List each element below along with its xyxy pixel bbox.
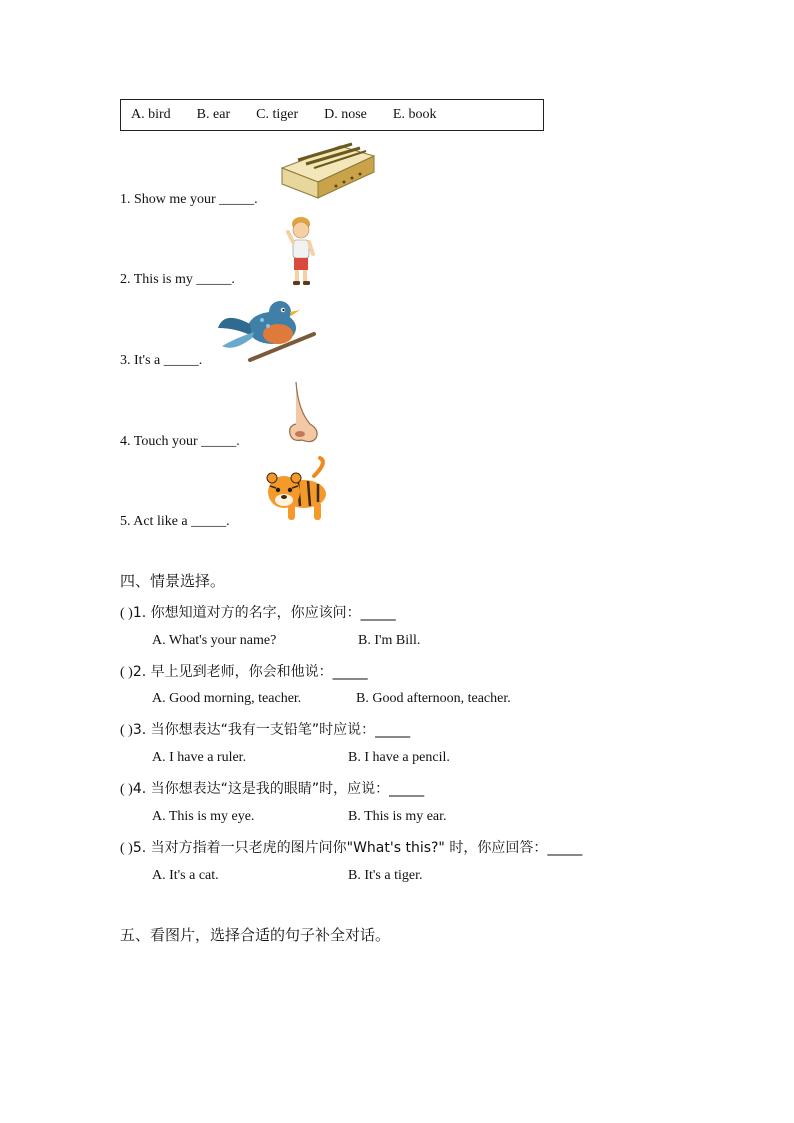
boy-pointing-ear-icon — [284, 216, 318, 288]
option-a: A. Good morning, teacher. — [152, 691, 302, 706]
mc-question-5 — [120, 837, 582, 857]
mc-question-4 — [120, 778, 424, 798]
picture-question-1: 1. Show me your _____. — [120, 192, 258, 207]
option-a: A. I have a ruler. — [152, 750, 247, 765]
nose-icon — [286, 380, 326, 448]
word-option-a: A. bird — [131, 107, 171, 122]
word-option-c: C. tiger — [256, 107, 299, 122]
question-stem: 3. 当你想表达“我有一支铅笔”时应说：_____ — [132, 722, 411, 738]
answer-blank[interactable]: ( ) — [120, 841, 133, 856]
option-a: A. This is my eye. — [152, 809, 255, 824]
question-stem: 1. 你想知道对方的名字，你应该问：_____ — [132, 605, 396, 621]
picture-question-2: 2. This is my _____. — [120, 272, 235, 287]
tiger-icon — [264, 458, 330, 528]
picture-question-4: 4. Touch your _____. — [120, 434, 240, 449]
section-4-title: 四、情景选择。 — [120, 572, 226, 590]
answer-blank[interactable]: ( ) — [120, 606, 133, 621]
book-icon — [278, 142, 378, 200]
mc-question-2 — [120, 661, 368, 681]
word-option-d: D. nose — [324, 107, 367, 122]
answer-blank[interactable]: ( ) — [120, 665, 133, 680]
option-b: B. I'm Bill. — [358, 633, 421, 648]
option-a: A. It's a cat. — [152, 868, 219, 883]
mc-question-1 — [120, 602, 396, 622]
option-b: B. It's a tiger. — [348, 868, 423, 883]
section-5-title: 五、看图片，选择合适的句子补全对话。 — [120, 926, 391, 944]
question-stem: 5. 当对方指着一只老虎的图片问你"What's this?" 时，你应回答：_____ — [132, 840, 583, 856]
question-stem: 4. 当你想表达“这是我的眼睛”时，应说：_____ — [132, 781, 425, 797]
answer-blank[interactable]: ( ) — [120, 782, 133, 797]
answer-blank[interactable]: ( ) — [120, 723, 133, 738]
option-b: B. This is my ear. — [348, 809, 447, 824]
question-stem: 2. 早上见到老师，你会和他说：_____ — [132, 664, 368, 680]
option-a: A. What's your name? — [152, 633, 277, 648]
word-bank-box — [120, 99, 544, 131]
word-option-b: B. ear — [196, 107, 231, 122]
bird-icon — [216, 298, 316, 364]
picture-question-3: 3. It's a _____. — [120, 353, 203, 368]
word-option-e: E. book — [392, 107, 437, 122]
mc-question-3 — [120, 719, 410, 739]
option-b: B. I have a pencil. — [348, 750, 450, 765]
picture-question-5: 5. Act like a _____. — [120, 514, 230, 529]
option-b: B. Good afternoon, teacher. — [356, 691, 511, 706]
